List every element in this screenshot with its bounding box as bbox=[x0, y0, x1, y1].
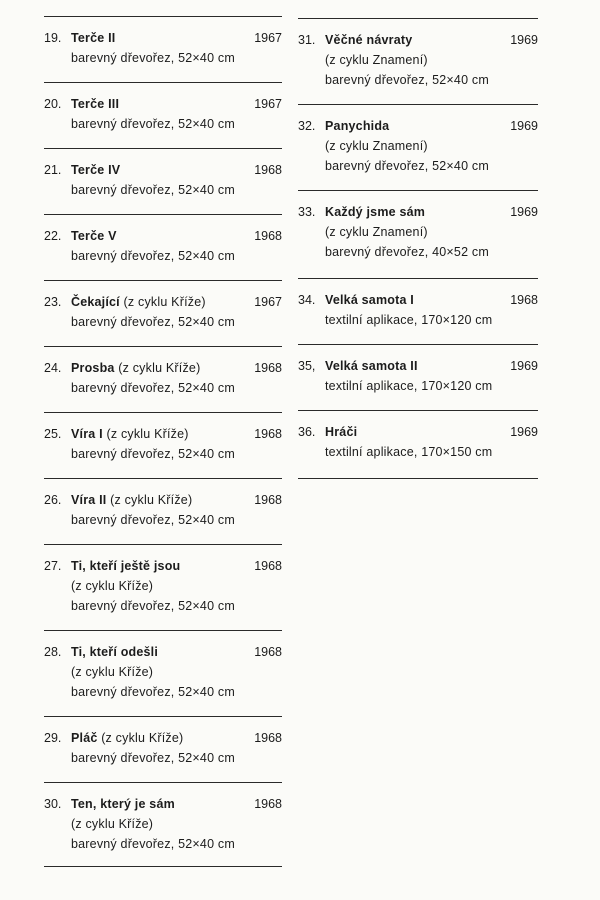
entry-title-line bbox=[325, 116, 538, 136]
entry-year: 1968 bbox=[254, 163, 282, 177]
entry-year: 1969 bbox=[510, 359, 538, 373]
catalog-entry bbox=[44, 358, 282, 398]
entry-title-line bbox=[71, 226, 282, 246]
entry-number: 22. bbox=[44, 229, 62, 243]
divider-rule bbox=[44, 544, 282, 545]
entry-number: 20. bbox=[44, 97, 62, 111]
entry-title-line bbox=[325, 290, 538, 310]
entry-text bbox=[44, 160, 282, 200]
entry-cycle: (z cyklu Kříže) bbox=[119, 295, 206, 309]
entry-title: Víra II bbox=[71, 493, 107, 507]
entry-year: 1969 bbox=[510, 425, 538, 439]
entry-title: Terče V bbox=[71, 229, 117, 243]
entry-medium: barevný dřevořez, 52×40 cm bbox=[71, 447, 235, 461]
entry-medium: barevný dřevořez, 52×40 cm bbox=[71, 249, 235, 263]
entry-title: Panychida bbox=[325, 119, 390, 133]
entry-year: 1968 bbox=[254, 645, 282, 659]
divider-rule bbox=[44, 716, 282, 717]
entry-cycle-line: (z cyklu Znamení) bbox=[325, 53, 428, 67]
entry-number: 33. bbox=[298, 205, 316, 219]
entry-title: Prosba bbox=[71, 361, 115, 375]
entry-year: 1968 bbox=[254, 493, 282, 507]
entry-medium: barevný dřevořez, 52×40 cm bbox=[325, 73, 489, 87]
entry-cycle: (z cyklu Kříže) bbox=[97, 731, 184, 745]
divider-rule bbox=[44, 630, 282, 631]
entry-text bbox=[44, 94, 282, 134]
entry-title: Ti, kteří ještě jsou bbox=[71, 559, 181, 573]
entry-text bbox=[44, 226, 282, 266]
entry-number: 21. bbox=[44, 163, 62, 177]
entry-number: 25. bbox=[44, 427, 62, 441]
entry-year: 1968 bbox=[254, 797, 282, 811]
entry-title: Čekající bbox=[71, 295, 120, 309]
divider-rule bbox=[44, 16, 282, 17]
entry-title: Terče II bbox=[71, 31, 116, 45]
entry-text bbox=[44, 642, 282, 702]
entry-title: Terče IV bbox=[71, 163, 121, 177]
entry-medium: barevný dřevořez, 52×40 cm bbox=[71, 183, 235, 197]
entry-year: 1969 bbox=[510, 205, 538, 219]
entry-number: 36. bbox=[298, 425, 316, 439]
divider-rule bbox=[44, 412, 282, 413]
entry-title-line bbox=[71, 424, 282, 444]
entry-text bbox=[44, 424, 282, 464]
entry-text bbox=[298, 356, 538, 396]
entry-number: 35, bbox=[298, 359, 316, 373]
entry-text bbox=[44, 794, 282, 854]
entry-medium: textilní aplikace, 170×120 cm bbox=[325, 313, 493, 327]
catalog-entry bbox=[44, 28, 282, 68]
divider-rule bbox=[44, 148, 282, 149]
entry-title-line bbox=[325, 202, 538, 222]
entry-title-line bbox=[71, 94, 282, 114]
entry-title: Velká samota II bbox=[325, 359, 418, 373]
divider-rule bbox=[44, 866, 282, 867]
entry-title: Věčné návraty bbox=[325, 33, 413, 47]
entry-cycle: (z cyklu Kříže) bbox=[114, 361, 201, 375]
catalog-entry bbox=[44, 642, 282, 702]
entry-title: Ti, kteří odešli bbox=[71, 645, 159, 659]
entry-medium: barevný dřevořez, 52×40 cm bbox=[325, 159, 489, 173]
divider-rule bbox=[44, 478, 282, 479]
catalog-entry bbox=[44, 794, 282, 854]
divider-rule bbox=[298, 104, 538, 105]
entry-medium: barevný dřevořez, 52×40 cm bbox=[71, 837, 235, 851]
entry-number: 32. bbox=[298, 119, 316, 133]
entry-year: 1967 bbox=[254, 97, 282, 111]
divider-rule bbox=[298, 344, 538, 345]
entry-text bbox=[298, 422, 538, 462]
divider-rule bbox=[298, 410, 538, 411]
entry-text bbox=[44, 556, 282, 616]
catalog-entry bbox=[298, 422, 538, 462]
entry-number: 28. bbox=[44, 645, 62, 659]
entry-number: 23. bbox=[44, 295, 62, 309]
entry-number: 34. bbox=[298, 293, 316, 307]
entry-title: Hráči bbox=[325, 425, 358, 439]
entry-title-line bbox=[325, 422, 538, 442]
entry-text bbox=[44, 28, 282, 68]
catalog-entry bbox=[44, 94, 282, 134]
divider-rule bbox=[298, 478, 538, 479]
entry-title-line bbox=[71, 556, 282, 576]
divider-rule bbox=[44, 280, 282, 281]
entry-text bbox=[44, 490, 282, 530]
catalog-entry bbox=[44, 160, 282, 200]
entry-year: 1967 bbox=[254, 31, 282, 45]
entry-number: 27. bbox=[44, 559, 62, 573]
entry-title-line bbox=[71, 358, 282, 378]
entry-title-line bbox=[71, 160, 282, 180]
catalog-entry bbox=[298, 202, 538, 262]
catalog-entry bbox=[298, 116, 538, 176]
catalog-entry bbox=[44, 556, 282, 616]
entry-year: 1968 bbox=[254, 361, 282, 375]
entry-medium: barevný dřevořez, 52×40 cm bbox=[71, 513, 235, 527]
entry-title-line bbox=[71, 28, 282, 48]
entry-number: 24. bbox=[44, 361, 62, 375]
entry-title: Velká samota I bbox=[325, 293, 414, 307]
entry-title-line bbox=[325, 356, 538, 376]
entry-medium: barevný dřevořez, 52×40 cm bbox=[71, 117, 235, 131]
entry-medium: barevný dřevořez, 52×40 cm bbox=[71, 51, 235, 65]
entry-medium: textilní aplikace, 170×120 cm bbox=[325, 379, 493, 393]
entry-year: 1967 bbox=[254, 295, 282, 309]
divider-rule bbox=[44, 214, 282, 215]
catalog-entry bbox=[44, 292, 282, 332]
entry-medium: barevný dřevořez, 52×40 cm bbox=[71, 685, 235, 699]
entry-cycle-line: (z cyklu Znamení) bbox=[325, 225, 428, 239]
entry-title-line bbox=[325, 30, 538, 50]
entry-number: 26. bbox=[44, 493, 62, 507]
catalog-entry bbox=[44, 728, 282, 768]
entry-year: 1968 bbox=[510, 293, 538, 307]
entry-cycle: (z cyklu Kříže) bbox=[106, 493, 193, 507]
entry-number: 30. bbox=[44, 797, 62, 811]
entry-text bbox=[44, 728, 282, 768]
entry-text bbox=[298, 116, 538, 176]
entry-year: 1969 bbox=[510, 33, 538, 47]
entry-title: Terče III bbox=[71, 97, 120, 111]
entry-text bbox=[298, 30, 538, 90]
entry-title-line bbox=[71, 292, 282, 312]
entry-title: Každý jsme sám bbox=[325, 205, 426, 219]
entry-medium: textilní aplikace, 170×150 cm bbox=[325, 445, 493, 459]
entry-title-line bbox=[71, 642, 282, 662]
catalog-entry bbox=[298, 290, 538, 330]
entry-number: 19. bbox=[44, 31, 62, 45]
divider-rule bbox=[298, 278, 538, 279]
entry-cycle: (z cyklu Kříže) bbox=[102, 427, 189, 441]
catalog-entry bbox=[298, 30, 538, 90]
entry-text bbox=[298, 290, 538, 330]
entry-year: 1968 bbox=[254, 427, 282, 441]
entry-year: 1968 bbox=[254, 731, 282, 745]
catalog-entry bbox=[44, 226, 282, 266]
entry-title-line bbox=[71, 490, 282, 510]
entry-number: 29. bbox=[44, 731, 62, 745]
divider-rule bbox=[44, 782, 282, 783]
entry-text bbox=[298, 202, 538, 262]
entry-medium: barevný dřevořez, 52×40 cm bbox=[71, 315, 235, 329]
entry-title: Ten, který je sám bbox=[71, 797, 175, 811]
entry-title-line bbox=[71, 728, 282, 748]
entry-cycle-line: (z cyklu Kříže) bbox=[71, 579, 154, 593]
catalog-entry bbox=[298, 356, 538, 396]
entry-title: Pláč bbox=[71, 731, 98, 745]
entry-year: 1968 bbox=[254, 559, 282, 573]
entry-title-line bbox=[71, 794, 282, 814]
entry-medium: barevný dřevořez, 52×40 cm bbox=[71, 751, 235, 765]
entry-cycle-line: (z cyklu Kříže) bbox=[71, 817, 154, 831]
catalog-entry bbox=[44, 424, 282, 464]
catalog-entry bbox=[44, 490, 282, 530]
entry-medium: barevný dřevořez, 40×52 cm bbox=[325, 245, 489, 259]
entry-text bbox=[44, 358, 282, 398]
divider-rule bbox=[44, 346, 282, 347]
divider-rule bbox=[298, 190, 538, 191]
entry-number: 31. bbox=[298, 33, 316, 47]
entry-year: 1969 bbox=[510, 119, 538, 133]
divider-rule bbox=[298, 18, 538, 19]
entry-medium: barevný dřevořez, 52×40 cm bbox=[71, 599, 235, 613]
entry-year: 1968 bbox=[254, 229, 282, 243]
entry-medium: barevný dřevořez, 52×40 cm bbox=[71, 381, 235, 395]
divider-rule bbox=[44, 82, 282, 83]
entry-cycle-line: (z cyklu Kříže) bbox=[71, 665, 154, 679]
entry-title: Víra I bbox=[71, 427, 103, 441]
entry-cycle-line: (z cyklu Znamení) bbox=[325, 139, 428, 153]
entry-text bbox=[44, 292, 282, 332]
